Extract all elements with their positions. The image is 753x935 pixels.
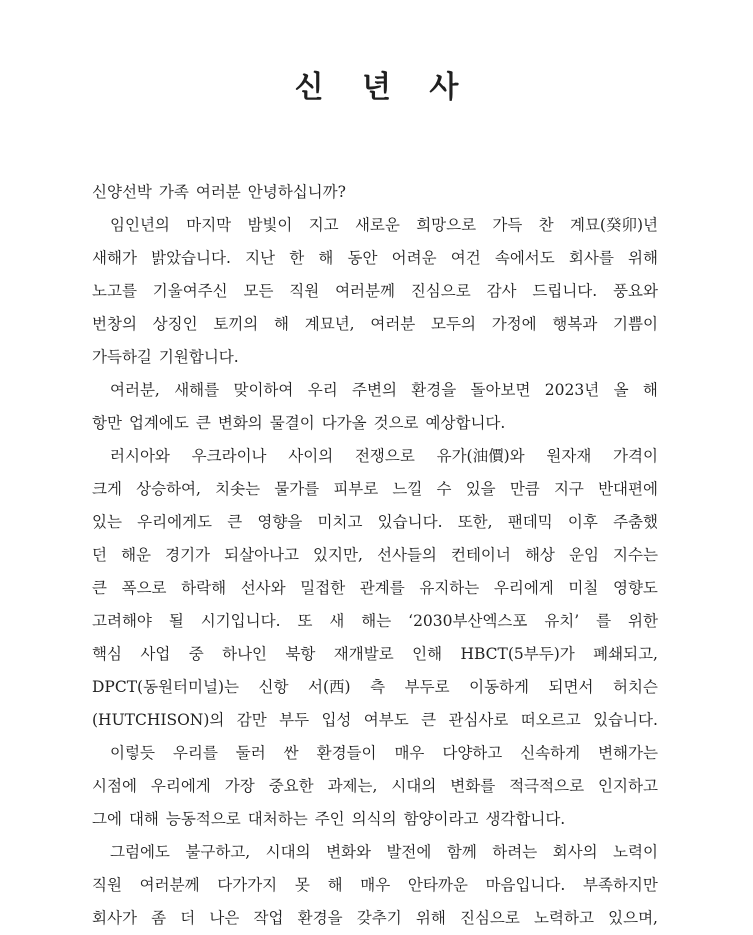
- text-line: 핵심 사업 중 하나인 북항 재개발로 인해 HBCT(5부두)가 폐쇄되고,: [92, 645, 658, 663]
- text-line: 번창의 상징인 토끼의 해 계묘년, 여러분 모두의 가정에 행복과 기쁨이: [92, 315, 658, 333]
- text-line: (HUTCHISON)의 감만 부두 입성 여부도 큰 관심사로 떠오르고 있습니다.: [92, 711, 658, 729]
- text-line: 있는 우리에게도 큰 영향을 미치고 있습니다. 또한, 팬데믹 이후 주춤했: [92, 513, 658, 531]
- text-line: 새해가 밝았습니다. 지난 한 해 동안 어려운 여건 속에서도 회사를 위해: [92, 249, 658, 267]
- text-line: 여러분, 새해를 맞이하여 우리 주변의 환경을 돌아보면 2023년 올 해: [110, 381, 658, 399]
- text-line: 노고를 기울여주신 모든 직원 여러분께 진심으로 감사 드립니다. 풍요와: [92, 282, 658, 300]
- text-line: 크게 상승하여, 치솟는 물가를 피부로 느낄 수 있을 만큼 지구 반대편에: [92, 480, 658, 498]
- text-line: 그에 대해 능동적으로 대처하는 주인 의식의 함양이라고 생각합니다.: [92, 810, 566, 828]
- text-line: 신양선박 가족 여러분 안녕하십니까?: [92, 183, 346, 201]
- text-line: 그럼에도 불구하고, 시대의 변화와 발전에 함께 하려는 회사의 노력이: [110, 843, 658, 861]
- text-line: 던 해운 경기가 되살아나고 있지만, 선사들의 컨테이너 해상 운임 지수는: [92, 546, 658, 564]
- text-line: 시점에 우리에게 가장 중요한 과제는, 시대의 변화를 적극적으로 인지하고: [92, 777, 658, 795]
- text-line: 직원 여러분께 다가가지 못 해 매우 안타까운 마음입니다. 부족하지만: [92, 876, 658, 894]
- text-line: DPCT(동원터미널)는 신항 서(西) 측 부두로 이동하게 되면서 허치슨: [92, 678, 658, 696]
- text-line: 항만 업계에도 큰 변화의 물결이 다가올 것으로 예상합니다.: [92, 414, 506, 432]
- document-body: [92, 176, 658, 935]
- text-line: 가득하길 기원합니다.: [92, 348, 239, 366]
- text-line: 임인년의 마지막 밤빛이 지고 새로운 희망으로 가득 찬 계묘(癸卯)년: [110, 216, 658, 234]
- text-line: 큰 폭으로 하락해 선사와 밀접한 관계를 유지하는 우리에게 미칠 영향도: [92, 579, 658, 597]
- text-line: 고려해야 될 시기입니다. 또 새 해는 ‘2030부산엑스포 유치’ 를 위한: [92, 612, 658, 630]
- text-line: 이렇듯 우리를 둘러 싼 환경들이 매우 다양하고 신속하게 변해가는: [110, 744, 658, 762]
- page-title: 신 년 사: [294, 70, 473, 105]
- text-line: 회사가 좀 더 나은 작업 환경을 갖추기 위해 진심으로 노력하고 있으며,: [92, 909, 658, 927]
- text-line: 러시아와 우크라이나 사이의 전쟁으로 유가(油價)와 원자재 가격이: [110, 447, 658, 465]
